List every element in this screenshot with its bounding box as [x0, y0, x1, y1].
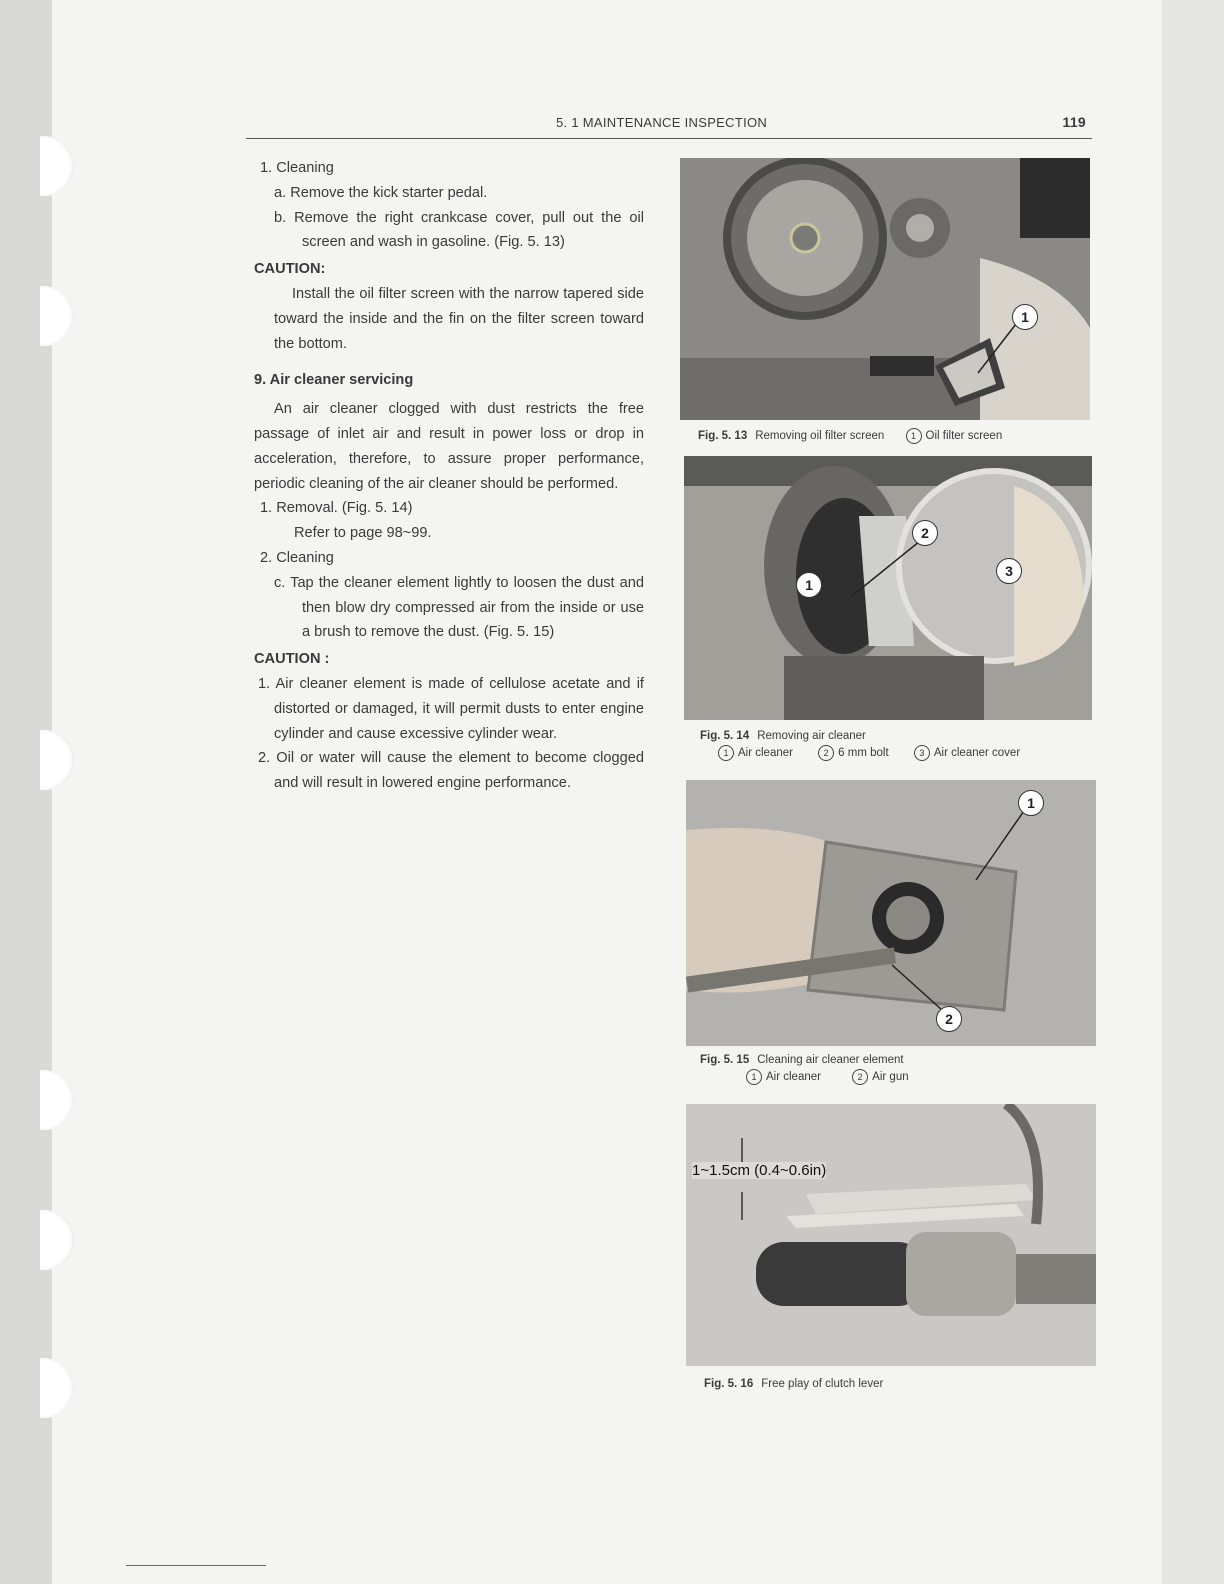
step-cleaning-2: 2. Cleaning — [260, 549, 334, 566]
callout-3: 3 — [996, 558, 1022, 584]
caution-heading: CAUTION: — [254, 261, 326, 278]
callout-1: 1 — [1018, 790, 1044, 816]
scan-left-edge — [0, 0, 52, 1584]
legend-item: Oil filter screen — [925, 430, 1003, 443]
step-b: b. Remove the right crankcase cover, pull out the oil screen and wash in gasoline. (Fig. 5. 13) — [274, 209, 644, 251]
figure-5-15-caption — [700, 1052, 909, 1086]
air-cleaner-illustration — [684, 456, 1092, 720]
callout-1: 1 — [1012, 304, 1038, 330]
figure-title: Free play of clutch lever — [761, 1378, 884, 1390]
legend-number: 1 — [746, 1069, 762, 1085]
legend-item: Air cleaner — [738, 747, 793, 760]
page-reference: Refer to page 98~99. — [294, 525, 432, 542]
step-removal: 1. Removal. (Fig. 5. 14) — [260, 500, 413, 517]
callout-1: 1 — [796, 572, 822, 598]
figure-5-15-photo — [686, 780, 1096, 1046]
figure-title: Removing oil filter screen — [755, 430, 885, 443]
figure-5-16-photo — [686, 1104, 1096, 1366]
caution-text: Install the oil filter screen with the narrow tapered side toward the inside and the fin on the filter screen toward the bottom. — [274, 285, 644, 352]
text-column — [254, 156, 644, 796]
cleaner-element-illustration — [686, 780, 1096, 1046]
legend-number: 2 — [818, 745, 834, 761]
legend-number: 1 — [906, 428, 922, 444]
section-title: 5. 1 MAINTENANCE INSPECTION — [556, 115, 768, 130]
figure-label: Fig. 5. 13 — [698, 430, 748, 443]
figure-title: Cleaning air cleaner element — [757, 1054, 904, 1066]
step-c: c. Tap the cleaner element lightly to loosen the dust and then blow dry compressed air from the inside or use a brush to remove the dust. (Fig. 5. 15) — [274, 574, 644, 641]
step-a: a. Remove the kick starter pedal. — [274, 184, 488, 201]
running-header — [246, 112, 1092, 139]
intro-paragraph: An air cleaner clogged with dust restricts the free passage of inlet air and result in power loss or drop in acceleration, therefore, to assure proper performance, periodic cleaning of the air cleaner should be performed. — [254, 401, 644, 492]
figure-5-13-photo — [680, 158, 1090, 420]
figure-label: Fig. 5. 15 — [700, 1054, 750, 1066]
callout-2: 2 — [936, 1006, 962, 1032]
caution-item-2: 2. Oil or water will cause the element to become clogged and will result in lowered engine performance. — [258, 750, 644, 792]
step-cleaning: 1. Cleaning — [260, 160, 334, 176]
figure-label: Fig. 5. 16 — [704, 1378, 754, 1390]
scan-right-edge — [1162, 0, 1224, 1584]
legend-item: Air cleaner cover — [933, 747, 1021, 760]
legend-item: Air gun — [872, 1071, 909, 1084]
legend-number: 3 — [914, 745, 930, 761]
clutch-lever-illustration — [686, 1104, 1096, 1366]
legend-number: 2 — [852, 1069, 868, 1085]
caution-item-1: 1. Air cleaner element is made of cellulose acetate and if distorted or damaged, it will permit dusts to enter engine cylinder and cause excessive cylinder wear. — [258, 675, 644, 742]
legend-number: 1 — [718, 745, 734, 761]
free-play-measurement: 1~1.5cm (0.4~0.6in) — [692, 1162, 827, 1179]
legend-item: Air cleaner — [766, 1071, 821, 1084]
callout-2: 2 — [912, 520, 938, 546]
engine-crankcase-illustration — [680, 158, 1090, 420]
figure-5-14-caption — [700, 728, 1020, 762]
figure-5-13-caption — [698, 428, 1002, 445]
figure-title: Removing air cleaner — [757, 730, 866, 742]
caution-heading-2: CAUTION : — [254, 651, 330, 668]
figure-5-16-caption — [704, 1376, 883, 1393]
legend-item: 6 mm bolt — [838, 747, 889, 760]
footer-rule — [126, 1565, 266, 1566]
figure-5-14-photo — [684, 456, 1092, 720]
section-heading: 9. Air cleaner servicing — [254, 372, 414, 389]
figure-label: Fig. 5. 14 — [700, 730, 750, 742]
page-number: 119 — [1062, 114, 1086, 130]
